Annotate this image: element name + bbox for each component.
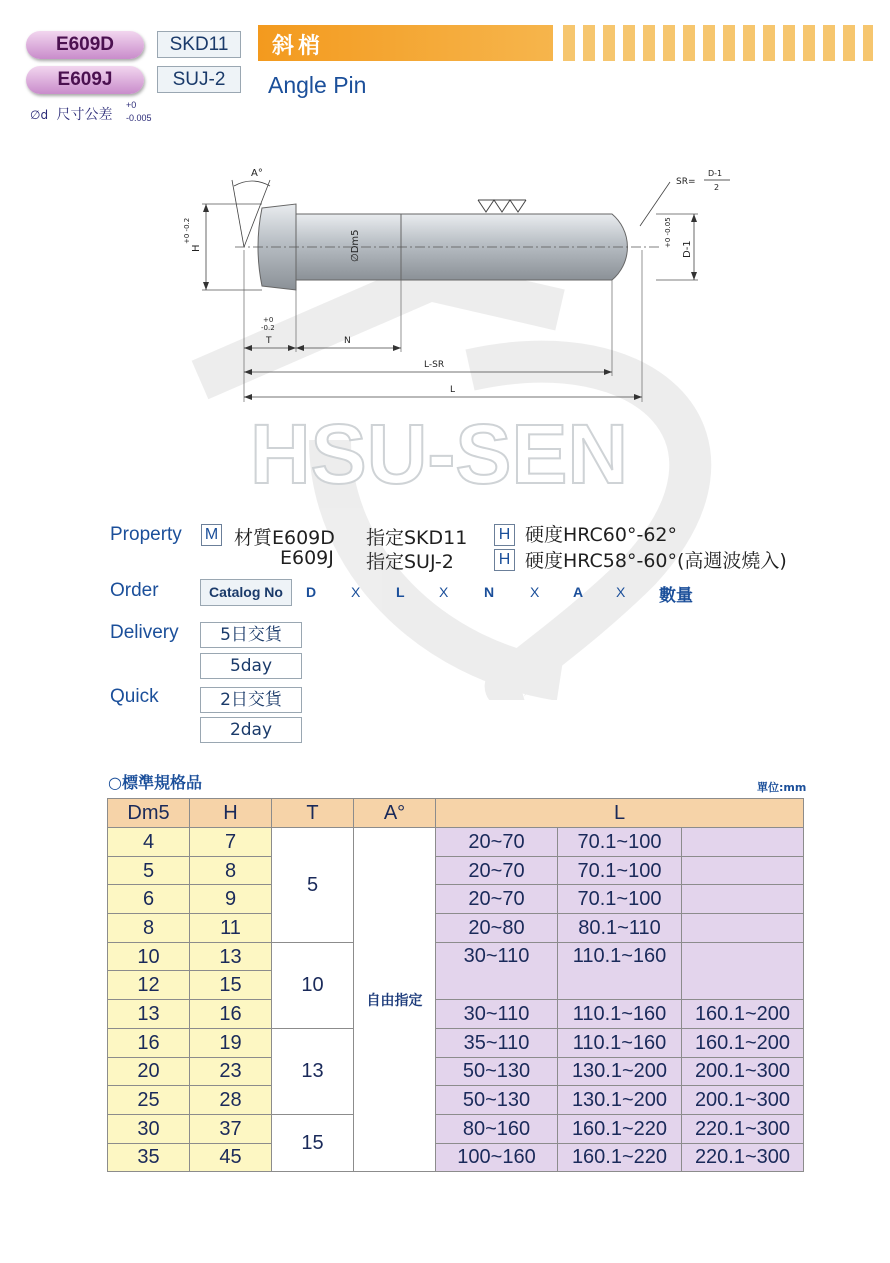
cell-h: 7 (190, 828, 272, 857)
cell-l: 160.1~200 (682, 1028, 804, 1057)
cell-h: 8 (190, 856, 272, 885)
cell-l: 200.1~300 (682, 1057, 804, 1086)
banner-stripe (763, 25, 775, 61)
cell-dm5: 30 (108, 1114, 190, 1143)
spec-skd11: 指定SKD11 (366, 527, 468, 549)
tolerance-minus: -0.005 (126, 113, 152, 123)
t-label: T (266, 336, 272, 346)
banner-stripe (663, 25, 675, 61)
cell-l: 160.1~200 (682, 1000, 804, 1029)
cell-t: 15 (272, 1114, 354, 1171)
cell-l: 110.1~160 (558, 942, 682, 999)
table-row (108, 1028, 804, 1057)
header-a: A° (354, 799, 436, 828)
cell-l: 100~160 (436, 1143, 558, 1172)
quick-label: Quick (110, 686, 159, 707)
angle-pin-drawing (0, 140, 890, 700)
banner-stripe (743, 25, 755, 61)
table-row (108, 1000, 804, 1029)
banner-stripe (643, 25, 655, 61)
spec-table (107, 798, 804, 1172)
arrowhead (691, 214, 697, 222)
quick-en-box: 2day (200, 717, 302, 743)
cell-dm5: 4 (108, 828, 190, 857)
banner-stripe (843, 25, 855, 61)
l-label: L (450, 385, 456, 395)
table-row (108, 856, 804, 885)
arrowhead (691, 272, 697, 280)
banner-stripe (603, 25, 615, 61)
cell-l: 20~70 (436, 856, 558, 885)
cell-l: 80~160 (436, 1114, 558, 1143)
cell-h: 19 (190, 1028, 272, 1057)
order-x: X (530, 584, 540, 600)
d1-tolerance: +0 -0.05 (664, 217, 672, 248)
hardness-2: 硬度HRC58°-60°(高週波燒入) (525, 550, 787, 572)
n-label: N (344, 336, 351, 346)
t-tol-minus: -0.2 (261, 324, 275, 332)
material-e609j: E609J (280, 547, 334, 569)
cell-h: 23 (190, 1057, 272, 1086)
cell-l: 80.1~110 (558, 914, 682, 943)
cell-l: 70.1~100 (558, 885, 682, 914)
property-label: Property (110, 524, 182, 545)
cell-l: 30~110 (436, 1000, 558, 1029)
cell-angle-free: 自由指定 (354, 828, 436, 1172)
sr-denominator: 2 (714, 183, 720, 192)
table-row (108, 885, 804, 914)
watermark-text: HSU-SEN (250, 407, 629, 501)
order-a: A (573, 584, 584, 600)
cell-h: 16 (190, 1000, 272, 1029)
cell-dm5: 12 (108, 971, 190, 1000)
angle-label: A° (251, 168, 263, 179)
arrowhead (203, 282, 209, 290)
banner-stripe (683, 25, 695, 61)
banner-stripe (563, 25, 575, 61)
table-row (108, 828, 804, 857)
cell-l: 200.1~300 (682, 1086, 804, 1115)
material-box-skd11: SKD11 (157, 31, 241, 58)
cell-dm5: 6 (108, 885, 190, 914)
order-l: L (396, 584, 405, 600)
order-x: X (351, 584, 361, 600)
table-row (108, 914, 804, 943)
material-box-suj2: SUJ-2 (157, 66, 241, 93)
lsr-label: L-SR (424, 360, 445, 370)
code-pill-e609j: E609J (26, 66, 144, 94)
cell-l: 70.1~100 (558, 856, 682, 885)
quick-cn-box: 2日交貨 (200, 687, 302, 713)
cell-t: 5 (272, 828, 354, 943)
table-row (108, 1086, 804, 1115)
table-row (108, 942, 804, 971)
cell-l: 220.1~300 (682, 1114, 804, 1143)
hardness-h-box: H (494, 549, 515, 571)
order-label: Order (110, 580, 159, 601)
cell-dm5: 13 (108, 1000, 190, 1029)
cell-h: 37 (190, 1114, 272, 1143)
arrowhead (244, 394, 252, 400)
tolerance-note (30, 100, 152, 124)
order-x: X (616, 584, 626, 600)
cell-l: 70.1~100 (558, 828, 682, 857)
title-cn: 斜梢 (272, 34, 325, 59)
cell-l: 110.1~160 (558, 1028, 682, 1057)
hardness-1: 硬度HRC60°-62° (525, 524, 678, 546)
catalog-no-box: Catalog No (200, 579, 292, 606)
tolerance-label: 尺寸公差 (56, 107, 113, 123)
cell-dm5: 25 (108, 1086, 190, 1115)
order-n: N (484, 584, 495, 600)
t-tol-plus: +0 (263, 316, 274, 324)
code-pill-e609d: E609D (26, 31, 144, 59)
delivery-label: Delivery (110, 622, 179, 643)
banner-stripe (783, 25, 795, 61)
sr-label: SR= (676, 177, 696, 187)
cell-l: 50~130 (436, 1086, 558, 1115)
h-tolerance: +0 -0.2 (183, 217, 191, 244)
table-title: ○標準規格品 (108, 773, 202, 792)
angle-ref-line (232, 180, 244, 247)
angle-arc (234, 181, 270, 186)
cell-dm5: 16 (108, 1028, 190, 1057)
h-label: H (191, 244, 202, 252)
cell-l: 20~80 (436, 914, 558, 943)
spec-suj2: 指定SUJ-2 (366, 551, 454, 573)
material-m-box: M (201, 524, 222, 546)
cell-h: 13 (190, 942, 272, 971)
cell-l: 20~70 (436, 885, 558, 914)
banner-stripe (823, 25, 835, 61)
diameter-d-icon: ∅d (30, 108, 49, 122)
cell-l (682, 828, 804, 857)
cell-l: 130.1~200 (558, 1057, 682, 1086)
cell-l (682, 942, 804, 999)
banner-stripe (583, 25, 595, 61)
header-dm5: Dm5 (108, 799, 190, 828)
cell-h: 15 (190, 971, 272, 1000)
header-t: T (272, 799, 354, 828)
order-d: D (306, 584, 317, 600)
order-quantity: 數量 (659, 586, 693, 605)
sr-numerator: D-1 (708, 169, 723, 178)
table-row (108, 1057, 804, 1086)
cell-t: 13 (272, 1028, 354, 1114)
table-unit: 單位:mm (757, 781, 807, 794)
d1-label: D-1 (682, 240, 693, 258)
order-x: X (439, 584, 449, 600)
header-l: L (436, 799, 804, 828)
cell-l (682, 856, 804, 885)
cell-l: 20~70 (436, 828, 558, 857)
cell-l: 35~110 (436, 1028, 558, 1057)
cell-l (682, 914, 804, 943)
surface-finish-symbol (478, 200, 526, 212)
cell-h: 28 (190, 1086, 272, 1115)
banner-stripe (723, 25, 735, 61)
cell-h: 9 (190, 885, 272, 914)
cell-dm5: 35 (108, 1143, 190, 1172)
cell-dm5: 5 (108, 856, 190, 885)
cell-dm5: 10 (108, 942, 190, 971)
cell-l: 50~130 (436, 1057, 558, 1086)
cell-l: 110.1~160 (558, 1000, 682, 1029)
cell-l: 220.1~300 (682, 1143, 804, 1172)
material-e609d: 材質E609D (234, 527, 335, 549)
hardness-h-box: H (494, 524, 515, 546)
cell-l: 30~110 (436, 942, 558, 999)
cell-l: 130.1~200 (558, 1086, 682, 1115)
banner-stripe (803, 25, 815, 61)
arrowhead (393, 345, 401, 351)
table-row (108, 1114, 804, 1143)
cell-l (682, 885, 804, 914)
cell-t: 10 (272, 942, 354, 1028)
cell-h: 45 (190, 1143, 272, 1172)
tolerance-plus: +0 (126, 100, 137, 110)
title-en: Angle Pin (268, 72, 367, 98)
table-row (108, 1143, 804, 1172)
cell-dm5: 20 (108, 1057, 190, 1086)
banner-stripe (863, 25, 873, 61)
banner-stripe (623, 25, 635, 61)
banner-stripe (703, 25, 715, 61)
arrowhead (203, 204, 209, 212)
delivery-cn-box: 5日交貨 (200, 622, 302, 648)
title-banner (258, 25, 553, 61)
cell-h: 11 (190, 914, 272, 943)
cell-dm5: 8 (108, 914, 190, 943)
delivery-en-box: 5day (200, 653, 302, 679)
dm5-label: ∅Dm5 (350, 229, 361, 262)
cell-l: 160.1~220 (558, 1143, 682, 1172)
header-h: H (190, 799, 272, 828)
cell-l: 160.1~220 (558, 1114, 682, 1143)
